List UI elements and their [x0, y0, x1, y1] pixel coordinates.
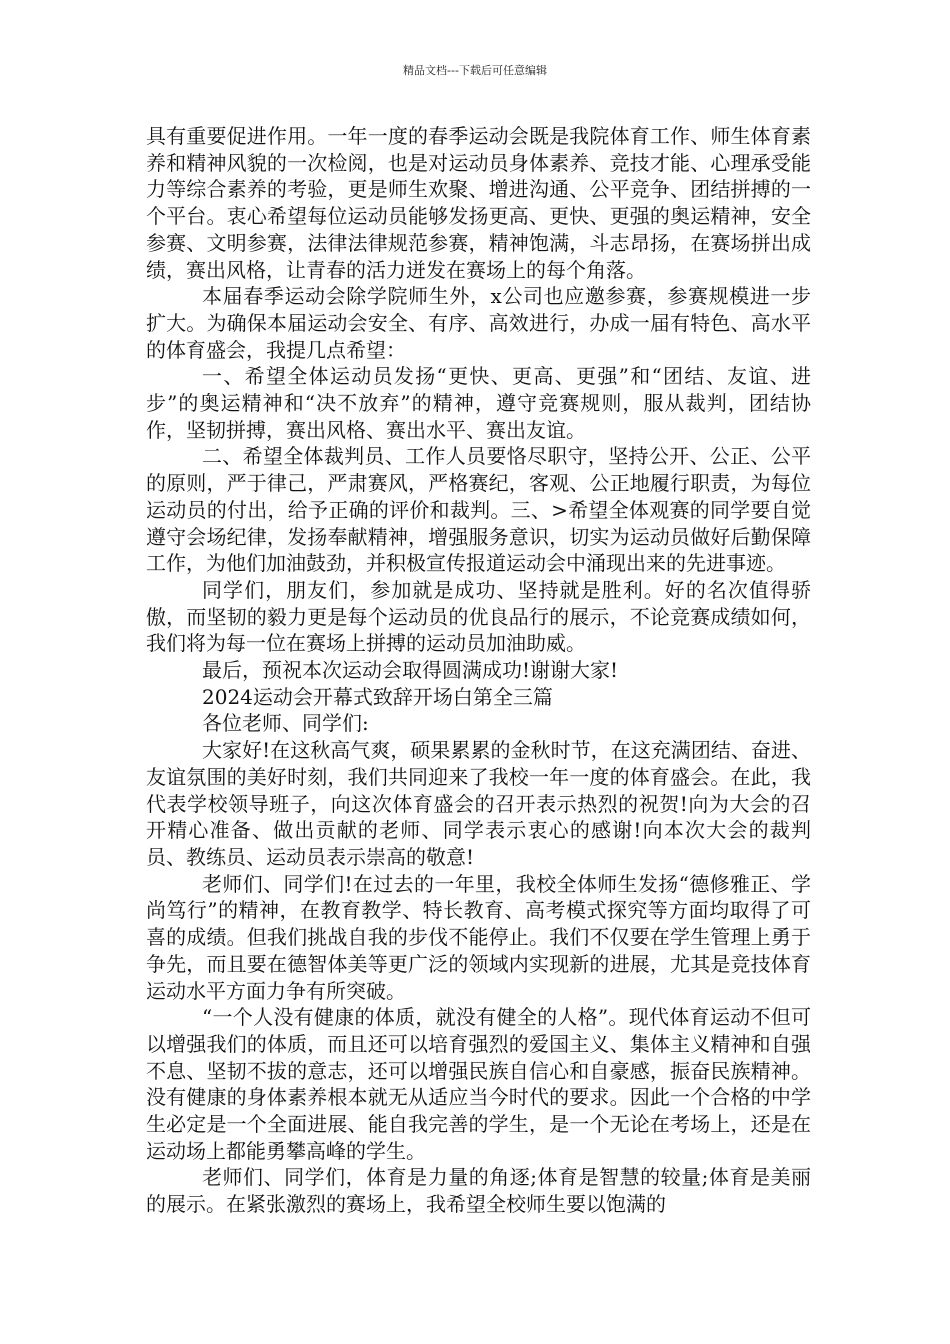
body-text — [146, 123, 811, 1218]
page-header: 精品文档---下载后可任意编辑 — [403, 64, 547, 77]
section-title: 2024运动会开幕式致辞开场白第全三篇 — [202, 684, 553, 709]
salutation: 各位老师、同学们: — [202, 711, 369, 736]
paragraph: 本届春季运动会除学院师生外，x公司也应邀参赛，参赛规模进一步扩大。为确保本届运动会安全、有序、高效进行，办成一届有特色、高水平的体育盛会，我提几点希望： — [146, 284, 811, 362]
paragraph: 大家好!在这秋高气爽，硕果累累的金秋时节，在这充满团结、奋进、友谊氛围的美好时刻，我们共同迎来了我校一年一度的体育盛会。在此，我代表学校领导班子，向这次体育盛会的召开表示热烈的祝贺!向为大会的召开精心准备、做出贡献的老师、同学表示衷心的感谢!向本次大会的裁判员、教练员、运动员表示崇高的敬意! — [146, 738, 811, 869]
paragraph: 最后，预祝本次运动会取得圆满成功!谢谢大家! — [202, 658, 619, 683]
paragraph: 二、希望全体裁判员、工作人员要恪尽职守，坚持公开、公正、公平的原则，严于律己，严肃赛风，严格赛纪，客观、公正地履行职责，为每位运动员的付出，给予正确的评价和裁判。三、>希望全体观赛的同学要自觉遵守会场纪律，发扬奉献精神，增强服务意识，切实为运动员做好后勤保障工作，为他们加油鼓劲，并积极宣传报道运动会中涌现出来的先进事迹。 — [146, 444, 811, 576]
paragraph: 老师们、同学们!在过去的一年里，我校全体师生发扬“德修雅正、学尚笃行”的精神，在教育教学、特长教育、高考模式探究等方面均取得了可喜的成绩。但我们挑战自我的步伐不能停止。我们不仅要在学生管理上勇于争先，而且要在德智体美等更广泛的领域内实现新的进展，尤其是竞技体育运动水平方面力争有所突破。 — [146, 871, 811, 1003]
paragraph: 同学们，朋友们，参加就是成功、坚持就是胜利。好的名次值得骄傲，而坚韧的毅力更是每个运动员的优良品行的展示，不论竞赛成绩如何，我们将为每一位在赛场上拼搏的运动员加油助威。 — [146, 577, 811, 656]
paragraph: 老师们、同学们，体育是力量的角逐;体育是智慧的较量;体育是美丽的展示。在紧张激烈的赛场上，我希望全校师生要以饱满的 — [146, 1165, 811, 1217]
paragraph: 具有重要促进作用。一年一度的春季运动会既是我院体育工作、师生体育素养和精神风貌的一次检阅，也是对运动员身体素养、竞技才能、心理承受能力等综合素养的考验，更是师生欢聚、增进沟通、公平竞争、团结拼搏的一个平台。衷心希望每位运动员能够发扬更高、更快、更强的奥运精神，安全参赛、文明参赛，法律法律规范参赛，精神饱满，斗志昂扬，在赛场拼出成绩，赛出风格，让青春的活力迸发在赛场上的每个角落。 — [146, 124, 811, 282]
paragraph: “一个人没有健康的体质，就没有健全的人格”。现代体育运动不但可以增强我们的体质，而且还可以培育强烈的爱国主义、集体主义精神和自强不息、坚韧不拔的意志，还可以增强民族自信心和自豪感，振奋民族精神。没有健康的身体素养根本就无从适应当今时代的要求。因此一个合格的中学生必定是一个全面进展、能自我完善的学生，是一个无论在考场上，还是在运动场上都能勇攀高峰的学生。 — [146, 1005, 811, 1163]
paragraph: 一、希望全体运动员发扬“更快、更高、更强”和“团结、友谊、进步”的奥运精神和“决不放弃”的精神，遵守竞赛规则，服从裁判，团结协作，坚韧拼搏，赛出风格、赛出水平、赛出友谊。 — [146, 364, 811, 442]
